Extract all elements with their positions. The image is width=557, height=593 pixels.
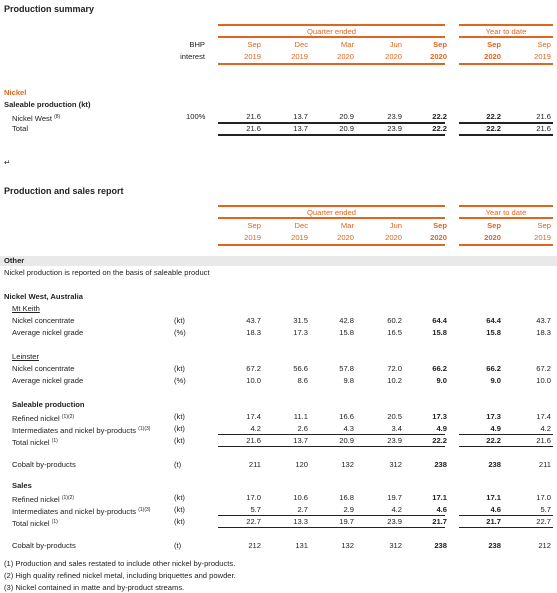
saleable-cobalt-unit: (t) bbox=[174, 460, 182, 469]
mt-keith-concentrate-value: 31.5 bbox=[293, 316, 308, 325]
total-value: 22.2 bbox=[432, 124, 447, 133]
sales-cobalt-unit: (t) bbox=[174, 541, 182, 550]
sales-refined-label-footnote-ref: (1)(2) bbox=[61, 495, 75, 501]
sales-total-value: 19.7 bbox=[339, 517, 354, 526]
total-value: 20.9 bbox=[339, 124, 354, 133]
nickel-west-row-label-footnote-ref: (8) bbox=[54, 114, 61, 120]
col-month: Jun bbox=[389, 40, 402, 49]
sales-intermediates-value: 2.7 bbox=[297, 505, 308, 514]
year-to-date-header-2: Year to date bbox=[485, 208, 527, 217]
ytd2-col-month: Sep bbox=[487, 221, 501, 230]
leinster-concentrate-label-text: Nickel concentrate bbox=[12, 364, 75, 373]
leinster-concentrate-label bbox=[12, 364, 74, 374]
saleable-total-rule-q bbox=[218, 434, 445, 435]
bhp-label: BHP bbox=[189, 40, 205, 49]
sales-intermediates-value: 4.6 bbox=[490, 505, 501, 514]
sales-total-value: 21.7 bbox=[486, 517, 501, 526]
ytd2-col-month: Sep bbox=[537, 221, 551, 230]
ytd-header-rule-bottom bbox=[459, 36, 553, 38]
saleable-intermediates-value: 4.2 bbox=[250, 424, 261, 433]
saleable-cobalt-value: 132 bbox=[341, 460, 354, 469]
saleable-refined-label-footnote-ref: (1)(2) bbox=[61, 414, 75, 420]
total-value: 23.9 bbox=[387, 124, 402, 133]
nickel-west-value: 22.2 bbox=[432, 112, 447, 121]
ytd-cols-rule bbox=[459, 63, 553, 65]
saleable-cobalt-value: 238 bbox=[434, 460, 447, 469]
saleable-intermediates-value: 4.9 bbox=[436, 424, 447, 433]
leinster-grade-value: 8.6 bbox=[297, 376, 308, 385]
mt-keith-grade-value: 15.8 bbox=[486, 328, 501, 337]
leinster-concentrate-value: 66.2 bbox=[432, 364, 447, 373]
saleable-refined-label bbox=[12, 412, 74, 424]
leinster-grade-value: 9.0 bbox=[490, 376, 501, 385]
col-year: 2019 bbox=[244, 52, 261, 61]
sales-refined-label-text: Refined nickel bbox=[12, 495, 60, 504]
mt-keith-grade-value: 15.8 bbox=[339, 328, 354, 337]
mt-keith-concentrate-value: 43.7 bbox=[536, 316, 551, 325]
sales-total-label bbox=[12, 517, 58, 529]
mt-keith-grade-value: 16.5 bbox=[387, 328, 402, 337]
saleable-total-value: 22.2 bbox=[432, 436, 447, 445]
mt-keith-title: Mt Keith bbox=[12, 304, 40, 313]
saleable-total-value: 21.6 bbox=[246, 436, 261, 445]
col2-year: 2019 bbox=[244, 233, 261, 242]
sales-refined-value: 17.0 bbox=[536, 493, 551, 502]
col2-month: Mar bbox=[340, 221, 354, 230]
ytd-col-month: Sep bbox=[487, 40, 501, 49]
col2-year: 2020 bbox=[337, 233, 354, 242]
leinster-grade-label-text: Average nickel grade bbox=[12, 376, 84, 385]
nickel-west-australia-title: Nickel West, Australia bbox=[4, 292, 83, 301]
footnote: (3) Nickel contained in matte and by-product streams. bbox=[4, 583, 185, 592]
nickel-west-value: 20.9 bbox=[339, 112, 354, 121]
sales-cobalt-label-text: Cobalt by-products bbox=[12, 541, 76, 550]
quarter-ended-header-2: Quarter ended bbox=[307, 208, 356, 217]
leinster-concentrate-value: 67.2 bbox=[246, 364, 261, 373]
sales-title: Sales bbox=[12, 481, 32, 490]
saleable-total-value: 21.6 bbox=[536, 436, 551, 445]
sales-total-value: 23.9 bbox=[387, 517, 402, 526]
leinster-concentrate-value: 66.2 bbox=[486, 364, 501, 373]
saleable-intermediates-label-text: Intermediates and nickel by-products bbox=[12, 426, 137, 435]
leinster-concentrate-value: 56.6 bbox=[293, 364, 308, 373]
mt-keith-grade-value: 18.3 bbox=[246, 328, 261, 337]
saleable-production-title: Saleable production bbox=[12, 400, 85, 409]
mt-keith-grade-value: 18.3 bbox=[536, 328, 551, 337]
sales-total-label-text: Total nickel bbox=[12, 519, 50, 528]
sales-total-label-footnote-ref: (1) bbox=[51, 519, 58, 525]
production-summary-title: Production summary bbox=[4, 4, 95, 14]
leinster-concentrate-unit: (kt) bbox=[174, 364, 185, 373]
saleable-total-label bbox=[12, 436, 58, 448]
saleable-refined-label-text: Refined nickel bbox=[12, 414, 60, 423]
col-year: 2020 bbox=[385, 52, 402, 61]
sales-intermediates-unit: (kt) bbox=[174, 505, 185, 514]
leinster-grade-value: 9.8 bbox=[343, 376, 354, 385]
other-label: Other bbox=[4, 256, 25, 265]
saleable-intermediates-value: 4.3 bbox=[343, 424, 354, 433]
ytd-col-month: Sep bbox=[537, 40, 551, 49]
quarter-ended-header: Quarter ended bbox=[307, 27, 356, 36]
leinster-concentrate-value: 67.2 bbox=[536, 364, 551, 373]
sales-refined-unit: (kt) bbox=[174, 493, 185, 502]
saleable-total-unit: (kt) bbox=[174, 436, 185, 445]
saleable-cobalt-value: 120 bbox=[295, 460, 308, 469]
total-value: 22.2 bbox=[486, 124, 501, 133]
col2-month: Sep bbox=[433, 221, 447, 230]
ytd-header2-rule-top bbox=[459, 205, 553, 207]
sales-intermediates-value: 4.6 bbox=[436, 505, 447, 514]
footnote: (2) High quality refined nickel metal, including briquettes and powder. bbox=[4, 571, 236, 580]
mt-keith-concentrate-label-text: Nickel concentrate bbox=[12, 316, 75, 325]
production-sales-report-title: Production and sales report bbox=[4, 186, 124, 196]
quarter-header2-rule-top bbox=[218, 205, 445, 207]
saleable-total-under-q bbox=[218, 446, 445, 447]
sales-cobalt-label bbox=[12, 541, 76, 551]
saleable-cobalt-value: 211 bbox=[248, 460, 261, 469]
leinster-grade-value: 10.2 bbox=[387, 376, 402, 385]
quarter-cols-rule bbox=[218, 63, 445, 65]
section-nickel: Nickel bbox=[4, 88, 27, 97]
sales-cobalt-value: 312 bbox=[389, 541, 402, 550]
total-value: 21.6 bbox=[536, 124, 551, 133]
mt-keith-concentrate-unit: (kt) bbox=[174, 316, 185, 325]
nickel-west-value: 21.6 bbox=[246, 112, 261, 121]
saleable-cobalt-label bbox=[12, 460, 76, 470]
nickel-west-value: 21.6 bbox=[536, 112, 551, 121]
quarter-header-rule-top bbox=[218, 24, 445, 26]
sales-total-under-q bbox=[218, 527, 445, 528]
other-note: Nickel production is reported on the basis of saleable product bbox=[4, 268, 210, 277]
saleable-refined-value: 17.3 bbox=[486, 412, 501, 421]
saleable-refined-value: 20.5 bbox=[387, 412, 402, 421]
col-year: 2020 bbox=[430, 52, 447, 61]
saleable-intermediates-unit: (kt) bbox=[174, 424, 185, 433]
sales-refined-value: 17.1 bbox=[432, 493, 447, 502]
saleable-cobalt-value: 211 bbox=[538, 460, 551, 469]
mt-keith-concentrate-value: 64.4 bbox=[486, 316, 501, 325]
sales-refined-value: 16.8 bbox=[339, 493, 354, 502]
total-row-label: Total bbox=[12, 124, 29, 133]
saleable-intermediates-value: 2.6 bbox=[297, 424, 308, 433]
sales-total-value: 13.3 bbox=[293, 517, 308, 526]
saleable-total-under-ytd bbox=[459, 446, 553, 447]
sales-total-under-ytd bbox=[459, 527, 553, 528]
leinster-concentrate-value: 57.8 bbox=[339, 364, 354, 373]
mt-keith-grade-label bbox=[12, 328, 83, 338]
saleable-intermediates-label bbox=[12, 424, 150, 436]
sales-intermediates-value: 2.9 bbox=[343, 505, 354, 514]
saleable-production-kt: Saleable production (kt) bbox=[4, 100, 91, 109]
sales-cobalt-value: 131 bbox=[295, 541, 308, 550]
nickel-west-row-label-text: Nickel West bbox=[12, 114, 52, 123]
mt-keith-concentrate-value: 43.7 bbox=[246, 316, 261, 325]
sales-cobalt-value: 238 bbox=[488, 541, 501, 550]
other-band bbox=[0, 256, 557, 266]
saleable-cobalt-value: 312 bbox=[389, 460, 402, 469]
col-month: Dec bbox=[294, 40, 308, 49]
return-mark: ↵ bbox=[4, 158, 11, 167]
leinster-grade-value: 9.0 bbox=[436, 376, 447, 385]
sales-refined-value: 19.7 bbox=[387, 493, 402, 502]
year-to-date-header: Year to date bbox=[485, 27, 527, 36]
col2-year: 2019 bbox=[291, 233, 308, 242]
mt-keith-concentrate-value: 42.8 bbox=[339, 316, 354, 325]
saleable-cobalt-value: 238 bbox=[488, 460, 501, 469]
total-underline-q bbox=[218, 134, 445, 136]
leinster-grade-label bbox=[12, 376, 83, 386]
saleable-refined-value: 16.6 bbox=[339, 412, 354, 421]
col-month: Sep bbox=[247, 40, 261, 49]
sales-total-value: 22.7 bbox=[246, 517, 261, 526]
sales-total-rule-ytd bbox=[459, 515, 553, 516]
sales-cobalt-value: 132 bbox=[341, 541, 354, 550]
sales-cobalt-value: 238 bbox=[434, 541, 447, 550]
sales-refined-label bbox=[12, 493, 74, 505]
total-underline-ytd bbox=[459, 134, 553, 136]
mt-keith-grade-value: 17.3 bbox=[293, 328, 308, 337]
mt-keith-grade-value: 15.8 bbox=[432, 328, 447, 337]
nickel-west-row-label bbox=[12, 112, 60, 124]
sales-refined-value: 17.0 bbox=[246, 493, 261, 502]
total-value: 21.6 bbox=[246, 124, 261, 133]
nickel-west-interest: 100% bbox=[186, 112, 206, 121]
leinster-title: Leinster bbox=[12, 352, 40, 361]
saleable-total-value: 23.9 bbox=[387, 436, 402, 445]
ytd2-col-year: 2020 bbox=[484, 233, 501, 242]
saleable-refined-value: 17.4 bbox=[536, 412, 551, 421]
quarter-header2-rule-bottom bbox=[218, 217, 445, 219]
interest-label: interest bbox=[180, 52, 205, 61]
col-month: Sep bbox=[433, 40, 447, 49]
col2-month: Dec bbox=[294, 221, 308, 230]
saleable-total-value: 20.9 bbox=[339, 436, 354, 445]
quarter2-cols-rule bbox=[218, 244, 445, 246]
mt-keith-grade-label-text: Average nickel grade bbox=[12, 328, 84, 337]
ytd-header2-rule-bottom bbox=[459, 217, 553, 219]
leinster-grade-value: 10.0 bbox=[246, 376, 261, 385]
ytd2-cols-rule bbox=[459, 244, 553, 246]
sales-total-value: 22.7 bbox=[536, 517, 551, 526]
nickel-west-value: 22.2 bbox=[486, 112, 501, 121]
col2-year: 2020 bbox=[385, 233, 402, 242]
footnote: (1) Production and sales restated to include other nickel by-products. bbox=[4, 559, 236, 568]
sales-intermediates-label-footnote-ref: (1)(3) bbox=[138, 507, 151, 513]
mt-keith-grade-unit: (%) bbox=[174, 328, 186, 337]
nickel-west-value: 23.9 bbox=[387, 112, 402, 121]
saleable-refined-unit: (kt) bbox=[174, 412, 185, 421]
sales-refined-value: 10.6 bbox=[293, 493, 308, 502]
sales-total-rule-q bbox=[218, 515, 445, 516]
ytd-col-year: 2020 bbox=[484, 52, 501, 61]
saleable-intermediates-value: 4.9 bbox=[490, 424, 501, 433]
ytd-header-rule-top bbox=[459, 24, 553, 26]
col2-month: Jun bbox=[389, 221, 402, 230]
saleable-intermediates-label-footnote-ref: (1)(3) bbox=[138, 426, 151, 432]
nickel-west-value: 13.7 bbox=[293, 112, 308, 121]
col2-year: 2020 bbox=[430, 233, 447, 242]
saleable-total-value: 13.7 bbox=[293, 436, 308, 445]
mt-keith-concentrate-value: 60.2 bbox=[387, 316, 402, 325]
saleable-intermediates-value: 4.2 bbox=[540, 424, 551, 433]
col-year: 2020 bbox=[337, 52, 354, 61]
leinster-concentrate-value: 72.0 bbox=[387, 364, 402, 373]
mt-keith-concentrate-label bbox=[12, 316, 74, 326]
saleable-total-label-footnote-ref: (1) bbox=[51, 438, 58, 444]
saleable-intermediates-value: 3.4 bbox=[391, 424, 402, 433]
col2-month: Sep bbox=[247, 221, 261, 230]
saleable-total-value: 22.2 bbox=[486, 436, 501, 445]
total-value: 13.7 bbox=[293, 124, 308, 133]
leinster-grade-value: 10.0 bbox=[536, 376, 551, 385]
sales-intermediates-value: 4.2 bbox=[391, 505, 402, 514]
quarter-header-rule-bottom bbox=[218, 36, 445, 38]
sales-total-unit: (kt) bbox=[174, 517, 185, 526]
sales-intermediates-value: 5.7 bbox=[540, 505, 551, 514]
saleable-cobalt-label-text: Cobalt by-products bbox=[12, 460, 76, 469]
sales-cobalt-value: 212 bbox=[538, 541, 551, 550]
sales-cobalt-value: 212 bbox=[248, 541, 261, 550]
col-year: 2019 bbox=[291, 52, 308, 61]
leinster-grade-unit: (%) bbox=[174, 376, 186, 385]
sales-refined-value: 17.1 bbox=[486, 493, 501, 502]
sales-intermediates-label-text: Intermediates and nickel by-products bbox=[12, 507, 137, 516]
sales-intermediates-value: 5.7 bbox=[250, 505, 261, 514]
sales-total-value: 21.7 bbox=[432, 517, 447, 526]
saleable-total-label-text: Total nickel bbox=[12, 438, 50, 447]
saleable-total-rule-ytd bbox=[459, 434, 553, 435]
saleable-refined-value: 17.3 bbox=[432, 412, 447, 421]
col-month: Mar bbox=[340, 40, 354, 49]
ytd-col-year: 2019 bbox=[534, 52, 551, 61]
saleable-refined-value: 11.1 bbox=[293, 412, 308, 421]
saleable-refined-value: 17.4 bbox=[246, 412, 261, 421]
ytd2-col-year: 2019 bbox=[534, 233, 551, 242]
sales-intermediates-label bbox=[12, 505, 150, 517]
mt-keith-concentrate-value: 64.4 bbox=[432, 316, 447, 325]
